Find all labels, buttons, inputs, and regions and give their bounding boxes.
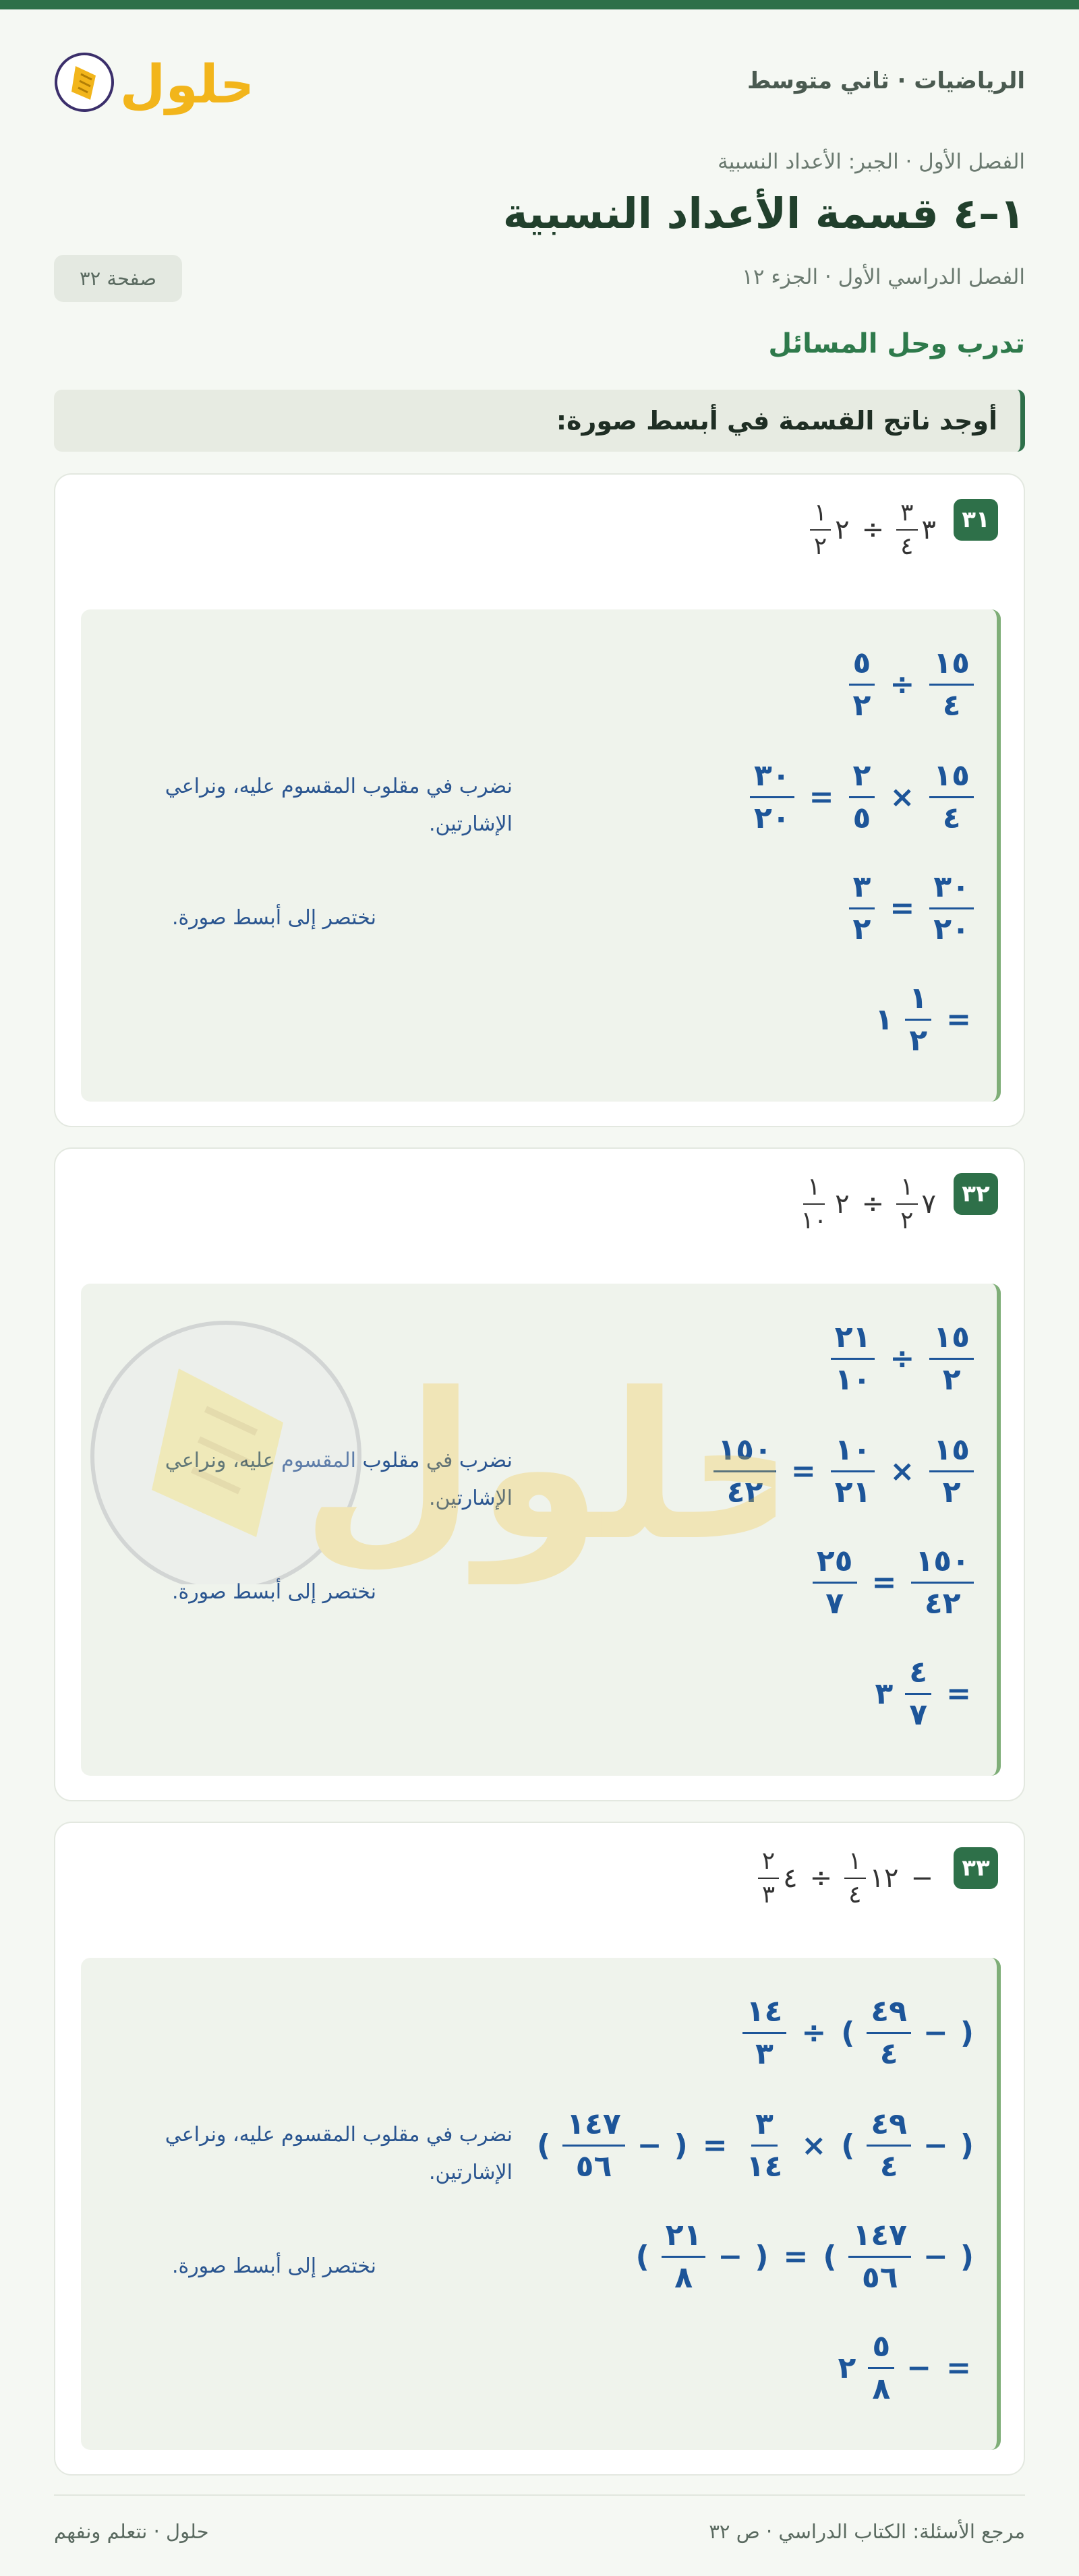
brand-logo[interactable]: [54, 40, 250, 121]
problem-expression: [810, 496, 936, 564]
logo-text: حلول: [119, 55, 250, 115]
note-reciprocal: نضرب في مقلوب المقسوم عليه، ونراعي الإشارتين.: [165, 775, 513, 836]
whole-part: ٢: [835, 514, 850, 545]
solution-answer: = − $\frac{٥}{٨}$ ٢: [838, 2329, 971, 2406]
top-accent-bar: [0, 0, 1079, 9]
fraction: $\frac{١}{٢}$: [810, 501, 831, 559]
note-simplify: نختصر إلى أبسط صورة.: [171, 1580, 376, 1604]
minus-sign: −: [910, 1863, 933, 1894]
solution-panel: [81, 1958, 1001, 2450]
problem-number-badge: ٣٢: [954, 1173, 998, 1215]
whole-part: ٣: [921, 514, 936, 545]
problem-card-31: [54, 473, 1025, 1127]
solution-step-2: $\frac{١٥}{٤}$ × $\frac{٢}{٥}$ = $\frac{٣٠}{٢٠}$: [750, 761, 974, 833]
solution-panel: [81, 1284, 1001, 1776]
solution-panel: [81, 609, 1001, 1102]
mixed-number: ١٢ $\frac{١}{٤}$: [844, 1849, 898, 1907]
divide-sign: ÷: [861, 1189, 885, 1220]
fraction: $\frac{٣}{٤}$: [896, 501, 917, 559]
section-heading: تدرب وحل المسائل: [768, 328, 1025, 359]
solution-step-2: $\frac{١٥}{٢}$ × $\frac{١٠}{٢١}$ = $\frac{١٥٠}{٤٢}$: [713, 1435, 974, 1507]
problem-number-badge: ٣١: [954, 499, 998, 541]
solution-step-3: $\frac{١٥٠}{٤٢}$ = $\frac{٢٥}{٧}$: [813, 1547, 974, 1619]
logo-icon: [54, 40, 250, 121]
solution-step-3: $\frac{٣٠}{٢٠}$ = $\frac{٣}{٢}$: [849, 872, 974, 945]
subject-label: الرياضيات · ثاني متوسط: [747, 67, 1025, 94]
solution-step-1: ( − $\frac{٤٩}{٤}$ ) ÷ $\frac{١٤}{٣}$: [742, 1997, 974, 2069]
divide-sign: ÷: [809, 1863, 833, 1894]
problem-number-badge: ٣٣: [954, 1847, 998, 1889]
semester-label: الفصل الدراسي الأول · الجزء ١٢: [742, 265, 1025, 289]
solution-step-1: $\frac{١٥}{٤}$ ÷ $\frac{٥}{٢}$: [849, 649, 974, 721]
page-title: ١–٤ قسمة الأعداد النسبية: [502, 189, 1025, 238]
page-header: [54, 40, 1025, 121]
solution-step-2: ( − $\frac{٤٩}{٤}$ ) × $\frac{٣}{١٤}$ = ( − $\frac{١٤٧}{٥٦}$ ): [537, 2107, 974, 2184]
page-number-badge: صفحة ٣٢: [54, 255, 182, 302]
mixed-number: [810, 501, 850, 559]
problem-expression: [797, 1170, 937, 1238]
note-simplify: نختصر إلى أبسط صورة.: [171, 906, 376, 930]
watermark-text: حلول: [301, 1350, 776, 1584]
breadcrumb: الفصل الأول · الجبر: الأعداد النسبية: [718, 150, 1025, 174]
note-reciprocal: نضرب في مقلوب المقسوم عليه، ونراعي الإشارتين.: [165, 2123, 513, 2184]
instruction-box: [54, 390, 1025, 452]
instruction-text: أوجد ناتج القسمة في أبسط صورة:: [556, 406, 997, 436]
mixed-number: ٤ $\frac{٢}{٣}$: [758, 1849, 798, 1907]
solution-answer: = $\frac{٤}{٧}$ ٣: [875, 1655, 971, 1732]
problem-expression: [758, 1845, 936, 1912]
note-reciprocal: نضرب في مقلوب المقسوم عليه، ونراعي الإشارتين.: [165, 1449, 513, 1510]
problem-card-33: [54, 1822, 1025, 2476]
solution-step-1: $\frac{١٥}{٢}$ ÷ $\frac{٢١}{١٠}$: [831, 1323, 974, 1395]
solution-step-3: ( − $\frac{١٤٧}{٥٦}$ ) = ( − $\frac{٢١}{٨}$ ): [635, 2218, 974, 2295]
footer-tagline: حلول · نتعلم ونفهم: [54, 2520, 209, 2543]
note-simplify: نختصر إلى أبسط صورة.: [171, 2254, 376, 2278]
problem-card-32: [54, 1147, 1025, 1801]
mixed-number: ٧ $\frac{١}{٢}$: [896, 1175, 936, 1233]
divide-sign: ÷: [861, 514, 885, 545]
solution-answer: = $\frac{١}{٢}$ ١: [875, 981, 971, 1058]
footer-divider: [54, 2494, 1025, 2496]
mixed-number: ٢ $\frac{١}{١٠}$: [800, 1173, 850, 1234]
footer-source: مرجع الأسئلة: الكتاب الدراسي · ص ٣٢: [709, 2520, 1025, 2543]
mixed-number: [896, 501, 936, 559]
